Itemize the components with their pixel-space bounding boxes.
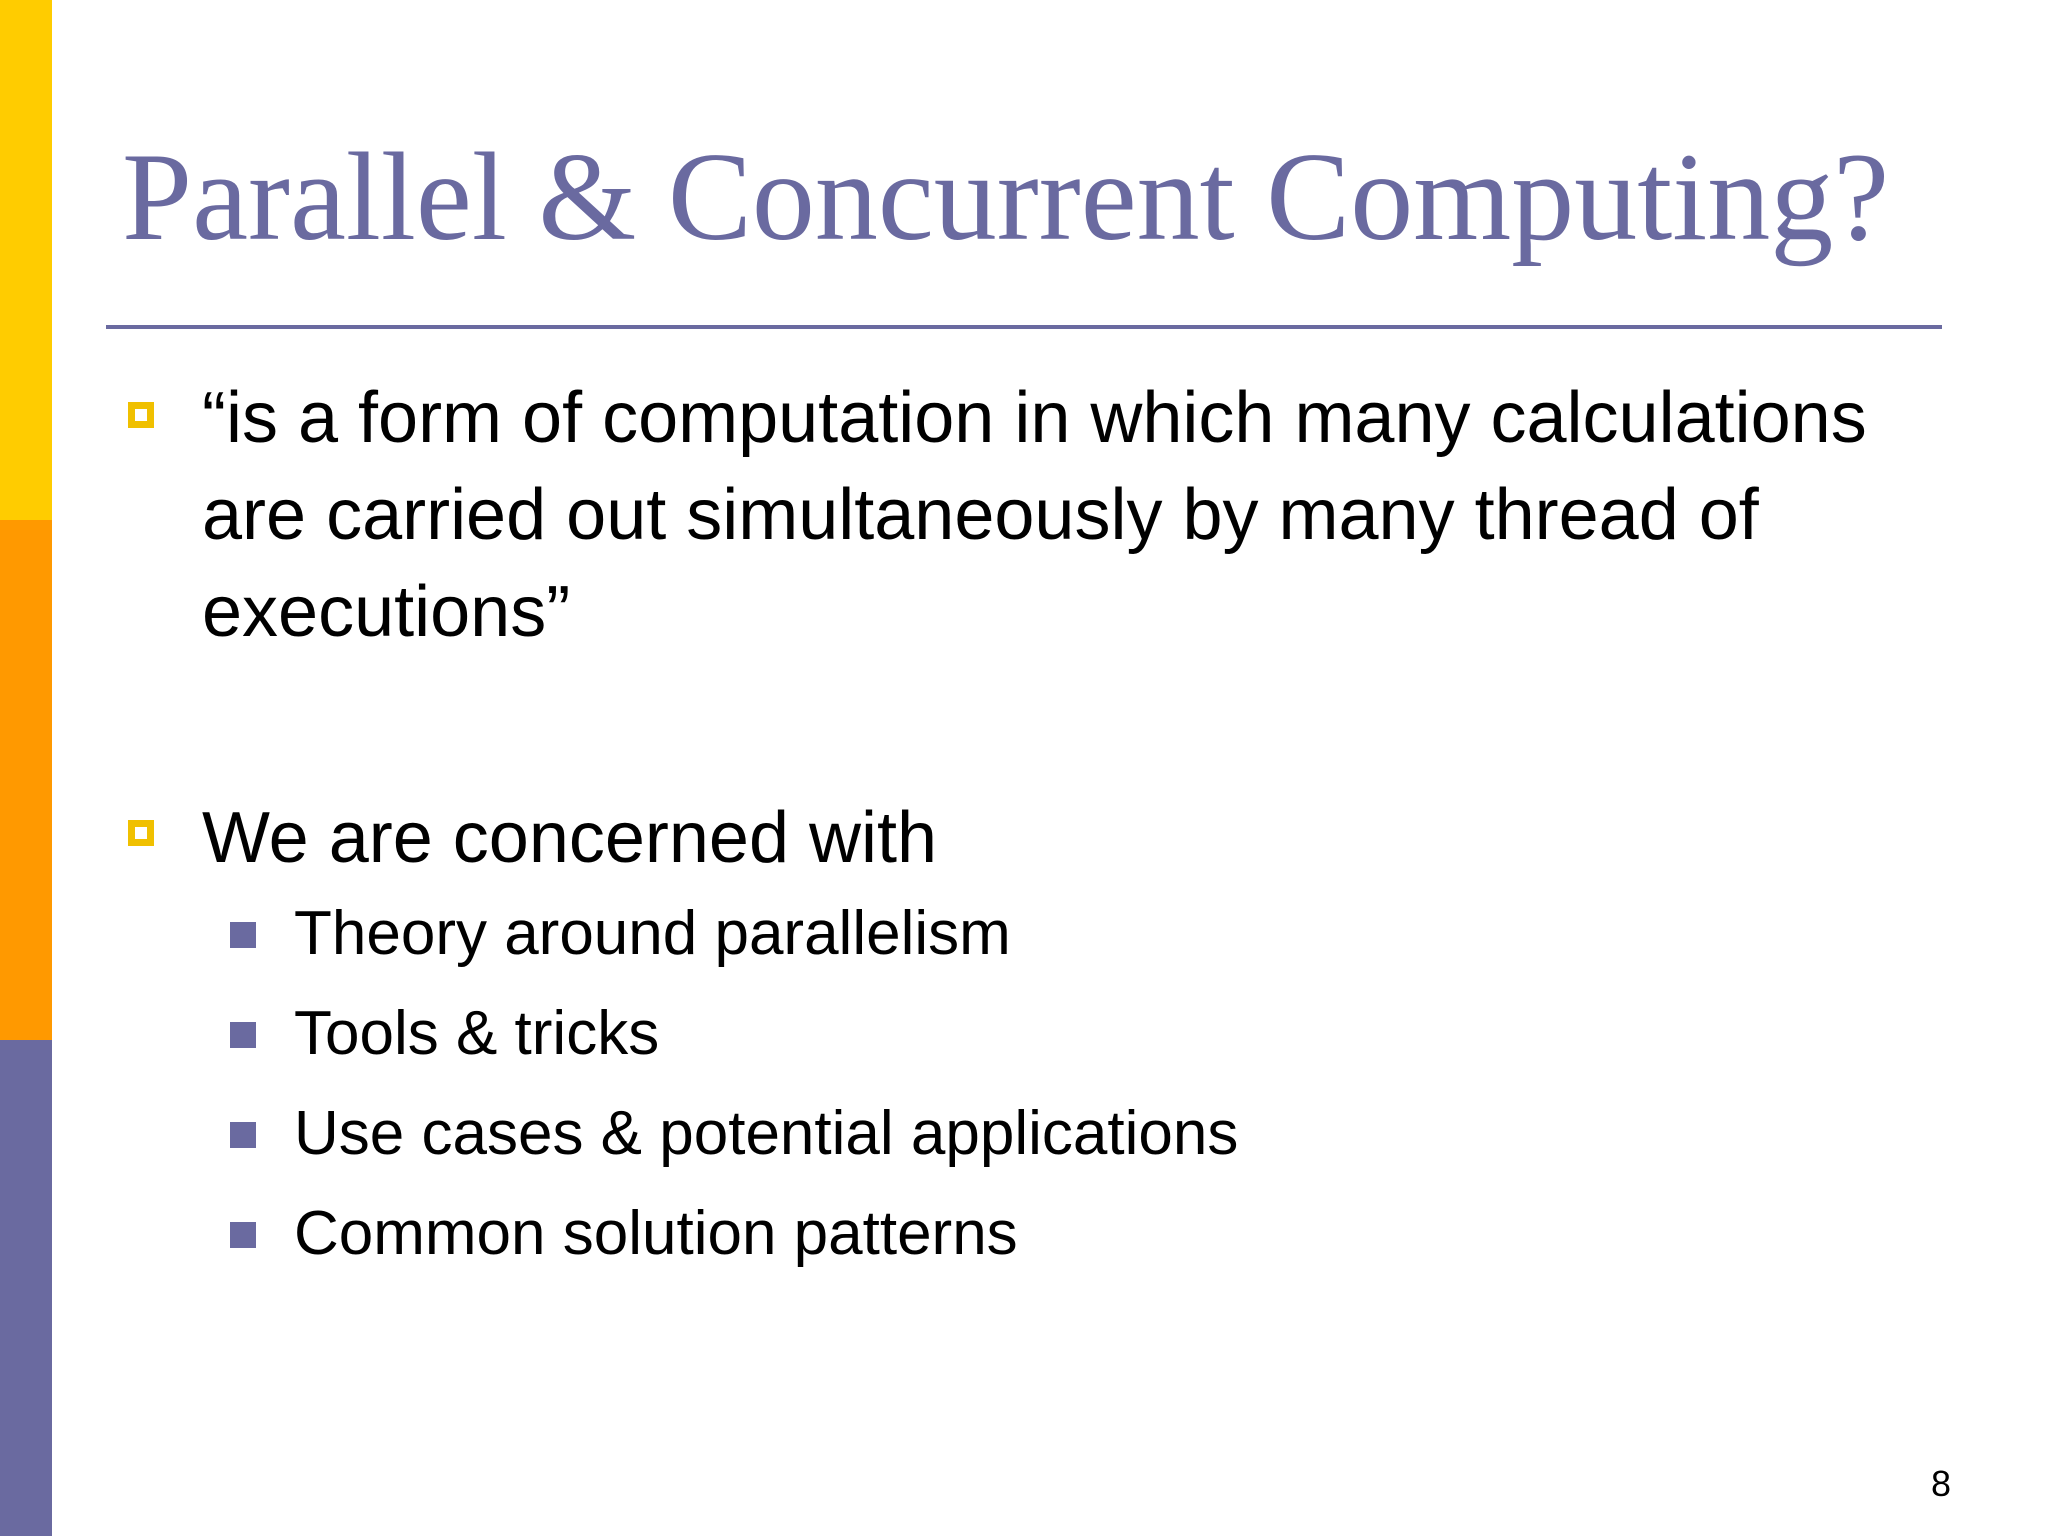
filled-square-bullet-icon (230, 1122, 256, 1148)
side-stripe-orange (0, 520, 52, 1040)
sub-bullet-text: Common solution patterns (294, 1199, 1018, 1268)
filled-square-bullet-icon (230, 1022, 256, 1048)
filled-square-bullet-icon (230, 1222, 256, 1248)
sub-bullet-text: Use cases & potential applications (294, 1099, 1239, 1168)
bullet-text: “is a form of computation in which many calculations are carried out simultaneously by many thread of executions” (202, 378, 1867, 652)
page-number: 8 (1930, 1463, 1951, 1504)
sub-bullet-text: Tools & tricks (294, 999, 660, 1068)
bullet-text: We are concerned with (202, 798, 938, 878)
hollow-square-bullet-icon (128, 402, 154, 428)
side-stripe-purple (0, 1040, 52, 1536)
slide-title: Parallel & Concurrent Computing? (122, 128, 1890, 267)
hollow-square-bullet-icon (128, 820, 154, 846)
title-divider (106, 325, 1942, 329)
sub-bullet-text: Theory around parallelism (294, 899, 1011, 968)
filled-square-bullet-icon (230, 922, 256, 948)
side-stripe-yellow (0, 0, 52, 520)
